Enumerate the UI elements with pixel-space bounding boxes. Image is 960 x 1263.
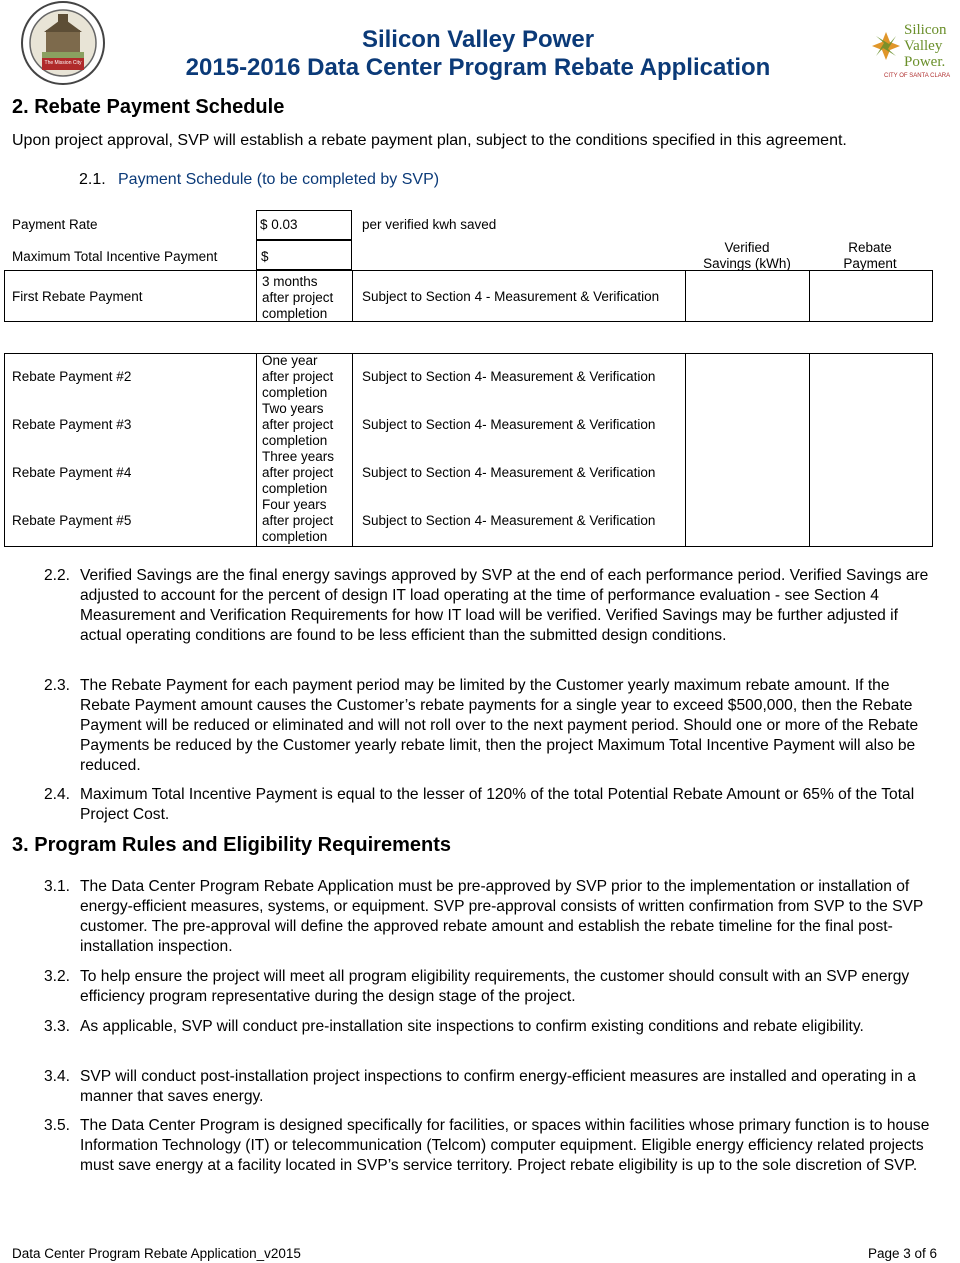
verified-savings-fields[interactable] [686, 354, 809, 546]
rebate-4-label: Rebate Payment #4 [12, 465, 132, 480]
rebate-3-label: Rebate Payment #3 [12, 417, 132, 432]
program-name: Silicon Valley Power [361, 26, 595, 53]
section-2-intro: Upon project approval, SVP will establish a rebate payment plan, subject to the conditions specified in this agreement. [12, 132, 847, 149]
svg-text:Valley: Valley [904, 38, 943, 54]
rebate-2-label: Rebate Payment #2 [12, 369, 132, 384]
first-payment-note: Subject to Section 4 - Measurement & Verification [362, 289, 660, 304]
para-3-2: 3.2. To help ensure the project will meet all program eligibility requirements, the customer should consult with an SVP energy efficiency program representative during the design stage of the project. [44, 968, 910, 1005]
svg-text:Power.: Power. [904, 54, 946, 70]
payment-rate-label: Payment Rate [12, 217, 98, 232]
footer-document-name: Data Center Program Rebate Application_v2015 [12, 1246, 301, 1261]
rebate-3-note: Subject to Section 4- Measurement & Verification [362, 417, 656, 432]
svg-text:The Mission City: The Mission City [44, 60, 82, 66]
document-title: 2015-2016 Data Center Program Rebate Application [185, 54, 771, 81]
para-3-5: 3.5. The Data Center Program is designed specifically for facilities, or spaces within facilities whose primary function is to house Information Technology (IT) or telecommunication (Telcom) computer equipment. Eligible energy efficiency related projects must save energy at a facility located in SVP’s service territory. Project rebate eligibility is up to the sole discretion of SVP. [44, 1117, 930, 1174]
svp-logo-icon [868, 14, 958, 84]
para-2-4: 2.4. Maximum Total Incentive Payment is equal to the lesser of 120% of the total Potential Rebate Amount or 65% of the Total Project Cost. [44, 786, 915, 823]
rebate-4-note: Subject to Section 4- Measurement & Verification [362, 465, 656, 480]
svg-text:Silicon: Silicon [904, 22, 947, 38]
first-rebate-payment-field[interactable] [810, 271, 932, 321]
first-verified-savings-field[interactable] [686, 271, 809, 321]
payment-rate-unit: per verified kwh saved [362, 217, 497, 232]
first-payment-when: 3 months after project completion [262, 274, 334, 321]
rebate-2-note: Subject to Section 4- Measurement & Verification [362, 369, 656, 384]
subsection-title: Payment Schedule (to be completed by SVP) [118, 171, 440, 188]
col-rebate-payment: Rebate Payment [843, 240, 897, 271]
para-2-3: 2.3. The Rebate Payment for each payment period may be limited by the Customer yearly maximum rebate amount. If the Rebate Payment amount causes the Customer’s rebate payments for a single year to exceed $500,000, then the Rebate Payment will be reduced or eliminated and will not roll over to the next payment period. Should one or more of the Rebate Payments be reduced by the Customer yearly rebate limit, then the project Maximum Total Incentive Payment will also be reduced. [44, 677, 919, 774]
subsection-number: 2.1. [79, 171, 106, 188]
footer-page-number: Page 3 of 6 [868, 1246, 938, 1261]
rebate-2-when: One year after project completion [262, 353, 334, 400]
section-3-heading: 3. Program Rules and Eligibility Requirements [12, 834, 451, 856]
para-3-3: 3.3. As applicable, SVP will conduct pre-installation site inspections to confirm existing conditions and rebate eligibility. [44, 1018, 864, 1035]
col-verified-savings: Verified Savings (kWh) [703, 240, 791, 271]
payment-rate-value: $ 0.03 [260, 217, 298, 232]
para-3-1: 3.1. The Data Center Program Rebate Application must be pre-approved by SVP prior to the implementation or installation of energy-efficient measures, systems, or equipment. SVP pre-approval consists of written confirmation from SVP to the SVP customer. The pre-approval will define the approved rebate amount and establish the rebate timeline for the final post-installation inspection. [44, 878, 924, 955]
rebate-payment-fields[interactable] [810, 354, 932, 546]
para-2-2: 2.2. Verified Savings are the final energy savings approved by SVP at the end of each performance period. Verified Savings are adjusted to account for the percent of design IT load operating at the time of performance evaluation - see Section 4 Measurement and Verification Requirements for how IT load will be verified. Verified Savings may be further adjusted if actual operating conditions are found to be less efficient than the submitted design conditions. [44, 567, 929, 644]
rebate-5-label: Rebate Payment #5 [12, 513, 132, 528]
max-incentive-label: Maximum Total Incentive Payment [12, 249, 218, 264]
first-payment-label: First Rebate Payment [12, 289, 143, 304]
svg-text:CITY OF SANTA CLARA: CITY OF SANTA CLARA [884, 73, 951, 79]
max-incentive-value: $ [261, 249, 269, 264]
section-2-heading: 2. Rebate Payment Schedule [12, 96, 285, 118]
rebate-3-when: Two years after project completion [262, 401, 334, 448]
rebate-4-when: Three years after project completion [262, 449, 335, 496]
rebate-5-when: Four years after project completion [262, 497, 334, 544]
rebate-5-note: Subject to Section 4- Measurement & Verification [362, 513, 656, 528]
max-incentive-field[interactable] [256, 240, 352, 270]
para-3-4: 3.4. SVP will conduct post-installation project inspections to confirm energy-efficient measures are installed and operating in a manner that saves energy. [44, 1068, 916, 1105]
